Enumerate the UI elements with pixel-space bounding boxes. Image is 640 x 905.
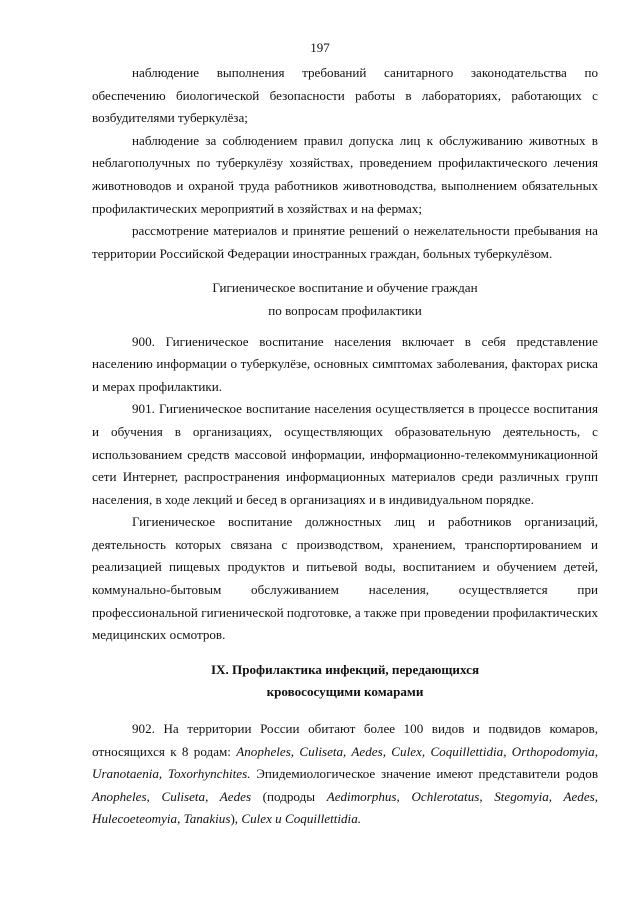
paragraph-900: 900. Гигиеническое воспитание населения включает в себя представление населению информации о туберкулёзе, основных симптомах заболевания, факторах риска и мерах профилактики. [92, 333, 598, 394]
p902-genera-list: Anopheles, Culiseta, Aedes, Culex, Coquillettidia, Orthopodomyia, Uranotaenia, Toxorhynchites. [92, 743, 598, 782]
paragraph-lab-supervision: наблюдение выполнения требований санитарного законодательства по обеспечению биологической безопасности работы в лабораториях, работающих с возбудителями туберкулёза; [92, 65, 598, 126]
chapter-heading-ix-line1: IX. Профилактика инфекций, передающихся [210, 661, 480, 677]
section-heading-hygiene-line1: Гигиеническое воспитание и обучение граждан [212, 280, 478, 296]
chapter-heading-ix-line2: кровососущими комарами [266, 684, 424, 700]
p902-text-b: Эпидемиологическое значение имеют представители родов [250, 766, 599, 782]
p902-subgenera: Aedimorphus, Ochlerotatus, Stegomyia, Aedes, Hulecoeteomyia, Tanakius [92, 788, 598, 827]
page-number: 197 [310, 40, 330, 55]
paragraph-foreign-citizens: рассмотрение материалов и принятие решений о нежелательности пребывания на территории Российской Федерации иностранных граждан, больных туберкулёзом. [92, 223, 598, 261]
p902-main-genera: Anopheles, Culiseta, Aedes [92, 788, 252, 804]
p902-text-c: (подроды [251, 788, 327, 804]
paragraph-902 [92, 718, 598, 831]
p902-end-genera: Culex и Coquillettidia. [241, 811, 362, 827]
paragraph-animal-farms: наблюдение за соблюдением правил допуска лиц к обслуживанию животных в неблагополучных по туберкулёзу хозяйствах, проведением профилактического лечения животноводов и охраной труда работников животноводства, выполнением обязательных профилактических мероприятий в хозяйствах и на фермах; [92, 132, 598, 216]
paragraph-901: 901. Гигиеническое воспитание населения осуществляется в процессе воспитания и обучения в организациях, осуществляющих образовательную деятельность, с использованием средств массовой информации, информационно-телекоммуникационной сети Интернет, распространения информационных материалов среди различных групп населения, в ходе лекций и бесед в организациях и в индивидуальном порядке. [92, 401, 598, 507]
document-body [92, 62, 598, 831]
section-heading-hygiene-line2: по вопросам профилактики [268, 302, 422, 318]
p902-text-d: ), [230, 811, 242, 827]
p902-text-a: 902. На территории России обитают более 100 видов и подвидов комаров, относящихся к 8 родам: [92, 721, 598, 759]
paragraph-hygiene-workers: Гигиеническое воспитание должностных лиц и работников организаций, деятельность которых связана с производством, хранением, транспортированием и реализацией пищевых продуктов и питьевой воды, воспитанием и обучением детей, коммунально-бытовым обслуживанием населения, осуществляется при профессиональной гигиенической подготовке, а также при проведении профилактических медицинских осмотров. [92, 514, 598, 643]
